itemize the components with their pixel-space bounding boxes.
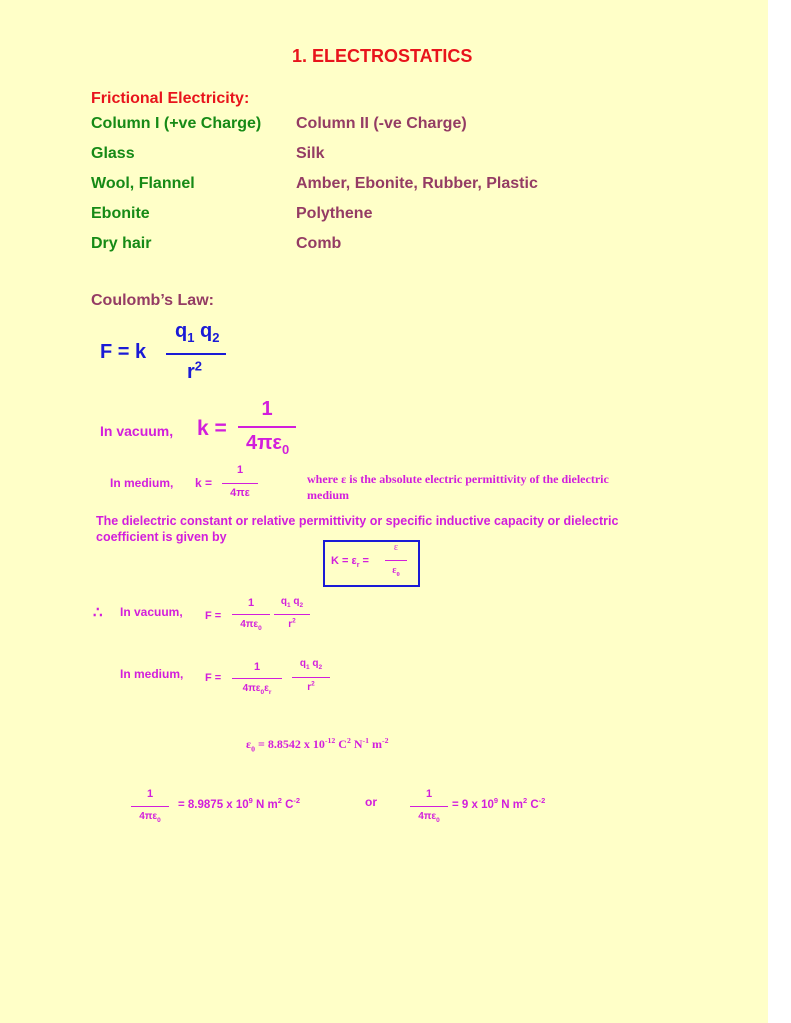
negative-material: Polythene xyxy=(296,205,373,222)
dielectric-numerator: ε xyxy=(393,542,399,553)
medium-k-numerator: 1 xyxy=(236,464,244,476)
positive-material: Glass xyxy=(91,145,135,162)
force-medium-lhs: F = xyxy=(205,672,222,684)
positive-material: Ebonite xyxy=(91,205,150,222)
k-value-precise: = 8.9875 x $10^9$ N $m^2$ $C^{-2}$ xyxy=(178,796,301,811)
fraction-bar xyxy=(131,806,169,807)
force-medium-charges: $q_1$ $q_2$ xyxy=(299,658,323,671)
vacuum-label: In vacuum, xyxy=(100,423,174,439)
k-value-denominator: $4\pi\varepsilon_0$ xyxy=(418,811,440,824)
fraction-bar xyxy=(222,483,258,484)
coulomb-lhs: F = k xyxy=(100,341,147,363)
positive-material: Wool, Flannel xyxy=(91,175,195,192)
fraction-bar xyxy=(292,677,330,678)
coulomb-heading: Coulomb’s Law: xyxy=(91,292,214,309)
fraction-bar xyxy=(385,560,407,561)
force-vacuum-charges: $q_1$ $q_2$ xyxy=(280,596,304,609)
column2-header: Column II (-ve Charge) xyxy=(296,115,467,132)
force-medium-denominator: $4\pi\varepsilon_0\varepsilon_r$ xyxy=(242,683,272,696)
dielectric-denominator: $\varepsilon_0$ xyxy=(392,565,400,578)
k-value-denominator: $4\pi\varepsilon_0$ xyxy=(139,811,161,824)
negative-material: Amber, Ebonite, Rubber, Plastic xyxy=(296,175,538,192)
vacuum-k-numerator: 1 xyxy=(261,398,273,420)
dielectric-lhs: $K = \varepsilon_r$ = xyxy=(331,555,369,570)
frictional-heading: Frictional Electricity: xyxy=(91,90,250,107)
dielectric-text: The dielectric constant or relative permittivity or specific inductive capacity or dielectric coefficient is given by xyxy=(96,514,619,544)
force-vacuum-label: In vacuum, xyxy=(120,605,183,619)
fraction-bar xyxy=(274,614,310,615)
column1-header: Column I (+ve Charge) xyxy=(91,115,262,132)
vacuum-k-denominator: $4\pi\varepsilon_0$ xyxy=(246,432,290,457)
or-text: or xyxy=(365,795,377,809)
force-vacuum-numerator: 1 xyxy=(247,597,255,609)
force-vacuum-lhs: F = xyxy=(205,610,222,622)
medium-k-denominator: 4πε xyxy=(230,487,250,499)
fraction-bar xyxy=(410,806,448,807)
force-medium-distance: $r^2$ xyxy=(307,680,315,693)
force-vacuum-distance: $r^2$ xyxy=(288,617,296,630)
force-vacuum-denominator: $4\pi\varepsilon_0$ xyxy=(240,619,262,632)
force-medium-label: In medium, xyxy=(120,667,184,681)
fraction-bar xyxy=(232,678,282,679)
vacuum-k-lhs: k = xyxy=(197,417,227,440)
fraction-bar xyxy=(238,426,296,428)
therefore-symbol: ∴ xyxy=(93,604,103,621)
page-title: 1. ELECTROSTATICS xyxy=(292,46,473,66)
negative-material: Comb xyxy=(296,235,342,252)
coulomb-denominator: $r^2$ xyxy=(187,358,203,383)
permittivity-note: where ε is the absolute electric permittivity of the dielectric medium xyxy=(307,472,609,502)
medium-label: In medium, xyxy=(110,476,174,490)
epsilon0-value: $\varepsilon_0 = 8.8542$ x $10^{-12}$ $C^2$ $N^{-1}$ $m^{-2}$ xyxy=(246,736,389,754)
k-value-numerator: 1 xyxy=(425,788,433,800)
fraction-bar xyxy=(166,353,226,355)
positive-material: Dry hair xyxy=(91,235,152,252)
k-value-numerator: 1 xyxy=(146,788,154,800)
k-value-approx: = 9 x $10^9$ N $m^2$ $C^{-2}$ xyxy=(452,796,546,811)
fraction-bar xyxy=(232,614,270,615)
force-medium-numerator: 1 xyxy=(253,661,261,673)
medium-k-lhs: k = xyxy=(195,476,213,490)
negative-material: Silk xyxy=(296,145,325,162)
coulomb-numerator: $q_1$ $q_2$ xyxy=(175,320,220,345)
